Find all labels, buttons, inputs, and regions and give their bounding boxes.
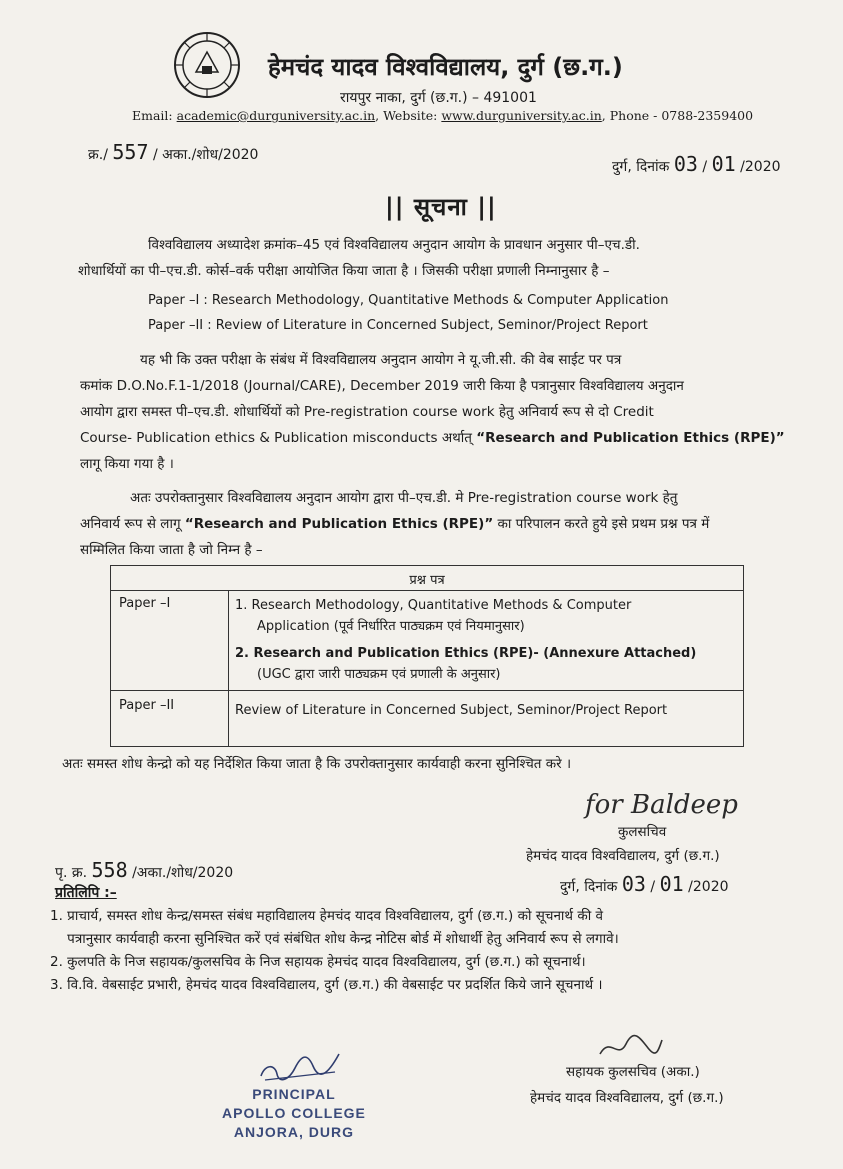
list-item: 1. प्राचार्य, समस्त शोध केन्द्र/समस्त संबंध महाविद्यालय हेमचंद यादव विश्वविद्यालय, दुर्ग (छ.ग.) को सूचनार्थ की वे [50,908,604,924]
table-column-divider [228,590,229,746]
para3-line3: सम्मिलित किया जाता है जो निम्न है – [80,542,263,558]
table-row2-value: Review of Literature in Concerned Subject, Seminor/Project Report [235,703,668,718]
para1-line1: विश्वविद्यालय अध्यादेश क्रमांक–45 एवं विश्वविद्यालय अनुदान आयोग के प्रावधान अनुसार पी–एच.डी. [148,237,640,253]
table-header-label: प्रश्न पत्र [409,573,445,588]
assistant-registrar-designation: सहायक कुलसचिव (अका.) [566,1064,700,1080]
para1-paper1: Paper –I : Research Methodology, Quantitative Methods & Computer Application [148,293,669,308]
email-link[interactable]: academic@durguniversity.ac.in [176,108,376,123]
para1-paper2: Paper –II : Review of Literature in Concerned Subject, Seminor/Project Report [148,318,648,333]
university-logo-icon [172,30,242,100]
phone-text: , Phone - 0788-2359400 [601,108,754,123]
registrar-org: हेमचंद यादव विश्वविद्यालय, दुर्ग (छ.ग.) [526,848,720,864]
para2-line4: Course- Publication ethics & Publication misconducts अर्थात् “Research and Publication Ethics (RPE)” [80,430,785,446]
table-row2-label: Paper –II [119,698,175,713]
table-row1-item2-line1: 2. Research and Publication Ethics (RPE)- (Annexure Attached) [235,646,697,661]
para2-line5: लागू किया गया है । [80,456,174,472]
list-item: 3. वि.वि. वेबसाईट प्रभारी, हेमचंद यादव विश्वविद्यालय, दुर्ग (छ.ग.) की वेबसाईट पर प्रदर्शित किये जाने सूचनार्थ । [50,977,603,993]
contact-line [132,108,753,123]
para2-line3: आयोग द्वारा समस्त पी–एच.डी. शोधार्थियों को Pre-registration course work हेतु अनिवार्य रूप से दो Credit [80,404,654,420]
question-paper-table [110,565,744,747]
copy-list [50,905,619,997]
registrar-designation: कुलसचिव [618,824,667,840]
copy-label: प्रतिलिपि :– [55,885,117,901]
table-header-row [111,566,743,591]
table-row1-item1-line1: 1. Research Methodology, Quantitative Methods & Computer [235,598,632,613]
directive-text: अतः समस्त शोध केन्द्रो को यह निर्देशित किया जाता है कि उपरोक्तानुसार कार्यवाही करना सुनिश्चित करे । [62,756,572,772]
endorsement-number: पृ. क्र. 558 /अका./शोध/2020 [55,858,234,882]
reference-handwritten-number: 557 [112,140,149,164]
email-label: Email: [132,108,173,123]
registrar-signature: for Baldeep [585,790,738,820]
table-row1-item2-line2: (UGC द्वारा जारी पाठ्यक्रम एवं प्रणाली के अनुसार) [257,667,501,682]
assistant-registrar-signature-icon [596,1030,666,1064]
table-row1-label: Paper –I [119,596,171,611]
para1-line2: शोधार्थियों का पी–एच.डी. कोर्स–वर्क परीक्षा आयोजित किया जाता है । जिसकी परीक्षा प्रणाली निम्नानुसार है – [78,263,610,279]
para3-line2: अनिवार्य रूप से लागू “Research and Publication Ethics (RPE)” का परिपालन करते हुये इसे प्रथम प्रश्न पत्र में [80,516,710,532]
para2-line2: कमांक D.O.No.F.1-1/2018 (Journal/CARE), December 2019 जारी किया है पत्रानुसार विश्वविद्यालय अनुदान [80,378,684,394]
notice-date: दुर्ग, दिनांक 03 / 01 /2020 [612,152,781,176]
principal-stamp: PRINCIPAL APOLLO COLLEGE ANJORA, DURG [222,1086,366,1140]
reference-number: क्र./ 557 / अका./शोध/2020 [88,140,259,164]
list-item: पत्रानुसार कार्यवाही करना सुनिश्चित करें एवं संबंधित शोध केन्द्र नोटिस बोर्ड में शोधार्थी हेतु अनिवार्य रूप से लगावे। [50,931,619,947]
para3-line1: अतः उपरोक्तानुसार विश्वविद्यालय अनुदान आयोग द्वारा पी–एच.डी. मे Pre-registration course work हेतु [130,490,678,506]
university-address: रायपुर नाका, दुर्ग (छ.ग.) – 491001 [340,90,537,106]
para2-line1: यह भी कि उक्त परीक्षा के संबंध में विश्वविद्यालय अनुदान आयोग ने यू.जी.सी. की वेब साईट पर पत्र [140,352,622,368]
notice-title: || सूचना || [385,193,497,221]
endorsement-date: दुर्ग, दिनांक 03 / 01 /2020 [560,872,729,896]
website-label: , Website: [375,108,438,123]
principal-signature-icon [255,1046,345,1086]
table-row-divider [111,690,743,691]
table-row1-item1-line2: Application (पूर्व निर्धारित पाठ्यक्रम एवं नियमानुसार) [257,619,525,634]
assistant-registrar-org: हेमचंद यादव विश्वविद्यालय, दुर्ग (छ.ग.) [530,1090,724,1106]
university-name: हेमचंद यादव विश्वविद्यालय, दुर्ग (छ.ग.) [268,53,623,81]
list-item: 2. कुलपति के निज सहायक/कुलसचिव के निज सहायक हेमचंद यादव विश्वविद्यालय, दुर्ग (छ.ग.) को सूचनार्थ। [50,954,586,970]
website-link[interactable]: www.durguniversity.ac.in [441,108,602,123]
